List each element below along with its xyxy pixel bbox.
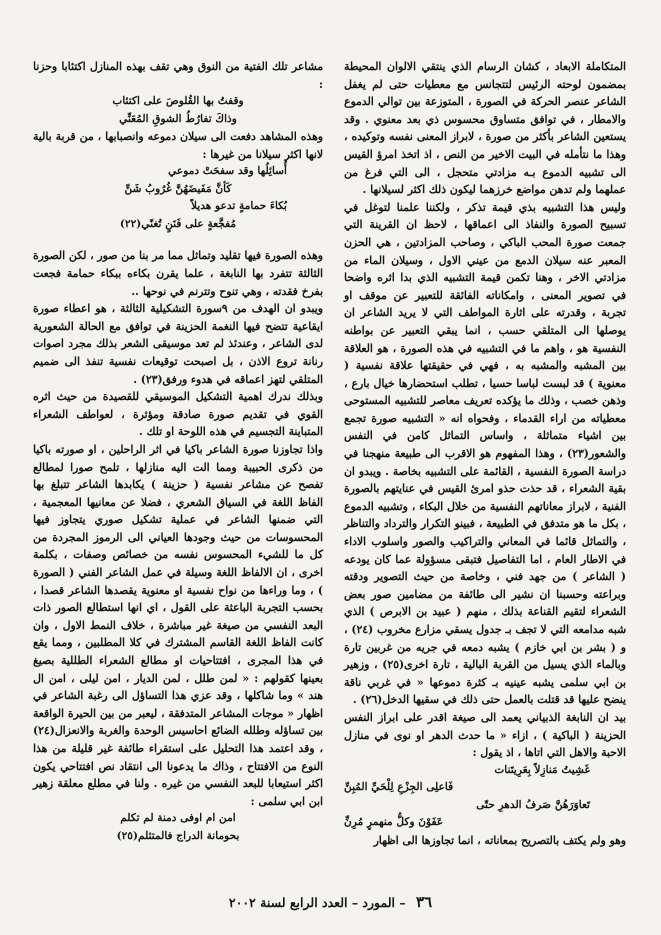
left-paragraph-1: مشاعر تلك الفتية من النوق وهي تقف بهذه المنازل اكتئابا وحزنا : (33, 60, 323, 91)
verse-line: مُفجَّعةٍ على فَنَنٍ تُغنّي(٢٢) (119, 217, 237, 230)
verse-line: تَعاوَرَهُنَّ صَرفُ الدهرِ حتّى (476, 798, 590, 811)
verse-line: فَاعلِى الجِزْعِ لِلْحَيِّ المُبِنِّ (344, 781, 454, 794)
verse-line: وقفتُ بها القُلوصَ على اكتئاب (112, 95, 244, 108)
verse-line: بُكاءَ حمامةٍ تدعو هديلاً (190, 200, 287, 213)
right-paragraph-2: وليس هذا التشبيه بذي قيمة تذكر ، ولكننا علمنا لتوغل في تسبيح الصورة والنفاذ الى اعماقها ، لاحظ ان القرينة التي جمعت صورة المحب الباكي ، وصاحب المزادتين ، هي الحزن المعبر عنه سيلان الدمع من عيني الاول ، وسيلان الماء من مزادتي الاخر ، وهنا تكمن قيمة التشبيه الذي بدا اثره واضحا في تصوير المعنى ، وامكاناته الفائقة للتعبير عن موقف او تجربة ، وقدرته على اثارة المواطف التي لا يريد الشاعر ان يوصلها الى المتلقي حسب ، انما يبقي التعبير عن بواطنه النفسية هو ، واهم ما في التشبيه في هذه الصورة ، هو العلاقة بين المشبه والمشبه به ، فهي في حقيقتها علاقة نفسية ( معنوية ) قد لبست لباسا حسيا ، تطلب استحضارها خيال بارع ، وذهن خصب ، وذلك ما يؤكده تعريف معاصر للتشبيه المستوحى معطياته من اراء القدماء ، وفحواه انه « التشبيه صورة تجمع بين اشياء متماثلة ، واساس التماثل كامن في النفس والشعور(٢٣) ، وهذا المفهوم هو الاقرب الى طبيعة منهجنا في دراسة الصورة النفسية ، القائمة على التشبيه بخاصة . ويبدو ان بقية الشعراء ، قد حذت حذو امرئ القيس في عنايتهم بالصورة الفنية ، لابراز معاناتهم النفسية من خلال البكاء ، وتشبيه الدموع ، بكل ما هو متدفق في الطبيعة ، فبينو التكرار والترداد والتناظر ، والتماثل قائما في المعاني والتراكيب والصور واسلوب الاداء في الاطار العام ، اما التفاصيل فتبقى مسؤولة عما كان يودعه ( الشاعر ) من جهد فني ، وخاصة من حيث التصوير ودقته وبراعته وحسبنا ان نشير الى طائفة من مضامين صور بعض الشعراء لتقيم القناعة بذلك ، منهم ( عبيد بن الابرص ) الذي شبه مدامعه التي لا تجف بـ جدول يسقي مزارع مخروب (٢٤) ، و ( بشر بن ابي خازم ) يشبه دمعه في جريه من غربين تارة وبالماء الذي يسيل من القربة البالية ، تارة اخرى(٢٥) ، وزهير بن ابي سلمى يشبه عينيه بـ كثرة دموعها « في غربي ناقة ينضح عليها قد قتلت بالعمل حتى ذلك في سقيها الدخل(٢٦) . (344, 200, 626, 707)
verse-line: وذاكَ تفارُطُ الشوقِ المُعَنِّي (119, 112, 237, 125)
verse-line: كَأنَّ مَفَيضَهُنَّ غُرُوبُ شَنِّ (124, 182, 232, 195)
right-verse (344, 762, 626, 832)
left-paragraph-4: ويبدو ان الهدف من ٩سورة التشكيلية الثالثة ، هو اعطاء صورة ايقاعية تتضح فيها النغمة الحزينة في توافق مع الحالة الشعورية لدى الشاعر ، وعندئذ لم تعد موسيقى الشعر بذلك مجرد اصوات رنانة تروع الاذن ، بل اصبحت توقيعات نفسية تنفذ الى ضميم المتلقي لتهز اعماقه في هدوء ورفق(٢٣) . (33, 302, 324, 386)
verse-line: امن ام اوفى دمنة لم تكلم (120, 812, 236, 825)
right-paragraph-4: وهو ولم يكتف بالتصريح بمعاناته ، انما تجاوزها الى اظهار (373, 833, 626, 847)
left-verse-3 (33, 810, 323, 845)
left-paragraph-6: واذا تجاوزنا صورة الشاعر باكيا في اثر الراحلين ، او صورته باكيا من ذكرى الحبيبة ومما الت اليه منازلها ، تلمح صورا لمطالع تفصح عن مشاعر نفسية ( حزينة ) يكابدها الشاعر تتبلغ بها الفاظ اللغة في السياق الشعري ، فضلا عن معانيها المعجمية ، التي ضمنها الشاعر في عملية تشكيل صوري يتجاوز فيها المحسوسات من حيث وجودها العياني الى الرموز المجردة من كل ما للشيء المحسوس نفسه من خصائص وصفات ، بكلمة اخرى ، ان الالفاظ اللغة وسيلة في عمل الشاعر الفني ( الصورة ) ، وما وراءها من نواح نفسية او معنوية يقصدها الشاعر قصدا ، بحسب التجربة الباعثة على القول ، اي انها استطالع الصور ذات البعد النفسي من صيغة غير مباشرة ، خلاف النمط الاول ، وان كانت الفاظ اللغة القاسم المشترك في كلا المطلبين ، ومما يقع في هذا المجرى ، افتتاحيات او مطالع الشعراء الطللية بصيغ بعينها كقولهم : « لمن طلل ، لمن الديار ، امن ليلى ، امن ال هند » وما شاكلها ، وقد عزي هذا التساؤل الى رغبة الشاعر في اظهار « موجات المشاعر المتدفقة ، ليعبر من بين الحيرة الواقعة بين تساؤله وطلله الضائع احاسيس الوحدة والغربة والانعزال(٢٤) ، وقد اعتمد هذا التحليل على استقراء طائفة غير قليلة من هذا النوع من الافتتاح ، وذاك ما يدعونا الى انتقاد نص افتتاحي يكون اكثر استيعابا للبعد النفسي من غيره . ولنا في مطلع معلقة زهير ابن ابي سلمى : (33, 442, 323, 808)
page-footer (0, 893, 661, 911)
verse-line: عَفَوْنَ وكلُّ منهمرٍ مُرِنِّ (344, 816, 444, 829)
journal-issue: – المورد – العدد الرابع لسنة ٢٠٠٢ (228, 895, 406, 910)
right-paragraph-1: المتكاملة الابعاد ، كشان الرسام الذي ينتقي الالوان المحيطة بمضمون لوحته الرئيس لتتجانس مع معطيات حتى لم يغفل الشاعر عنصر الحركة في الصورة ، المتوزعة بين توالي الدموع والامطار ، في توافق متساوق محسوس ذي بعد معنوي . وقد يستعين الشاعر بأكثر من صورة ، لابراز المعنى نفسه وتوكيده ، وهذا ما نتأمله في البيت الاخير من النص ، اذ اتخذ امرؤ القيس الى تشبيه الدموع بـه مزادتي متحجل ، الى التي فرغ من عملهما ولم تدهن مواضع خرزهما ليكون ذلك اكثر لسيلانها . (344, 60, 626, 197)
left-verse-2 (33, 163, 323, 233)
left-verse-1 (33, 93, 323, 128)
left-paragraph-5: وبذلك ندرك اهمية التشكيل الموسيقي للقصيدة من حيث اثره القوي في تقديم صورة صادقة ومؤثرة ، لعواطف الشعراء المتباينة التجسيم في هذه اللوحة او تلك . (33, 390, 323, 439)
left-column (33, 58, 323, 845)
page-number: ٣٦ (415, 893, 433, 911)
left-paragraph-3: وهذه الصورة فيها تقليد وتماثل مما مر بنا من صور ، لكن الصورة الثالثة تتفرد بها النابغة ، علما يقرن بكاءه ببكاء حمامة فجعت بفرخ فقدته ، وهي تنوح وتترنم في نوحها .. (33, 249, 323, 298)
right-paragraph-3: بيد ان النابغة الذبياني يعمد الى صيغة اقدر على ابراز النفس الحزينة ( الباكية ) ، ازاء « ما حدث الدهر او نوى في منازل الاحبة والاهل التي اتاها ، اذ يقول : (344, 710, 626, 760)
right-column (344, 58, 626, 849)
left-paragraph-2: وهذه المشاهد دفعت الى سيلان دموعه وانصبابها ، من قربة بالية لانها اكثر سيلانا من غيرها : (33, 130, 323, 161)
verse-line: بحومانة الدراج فالمتثلم(٢٥) (116, 829, 240, 842)
verse-line: أُسائِلُها وقد سفحَتْ دموعي (168, 165, 287, 178)
verse-line: غَشِيتُ مَنازِلاً بِعَرِيتَنات (494, 763, 590, 776)
